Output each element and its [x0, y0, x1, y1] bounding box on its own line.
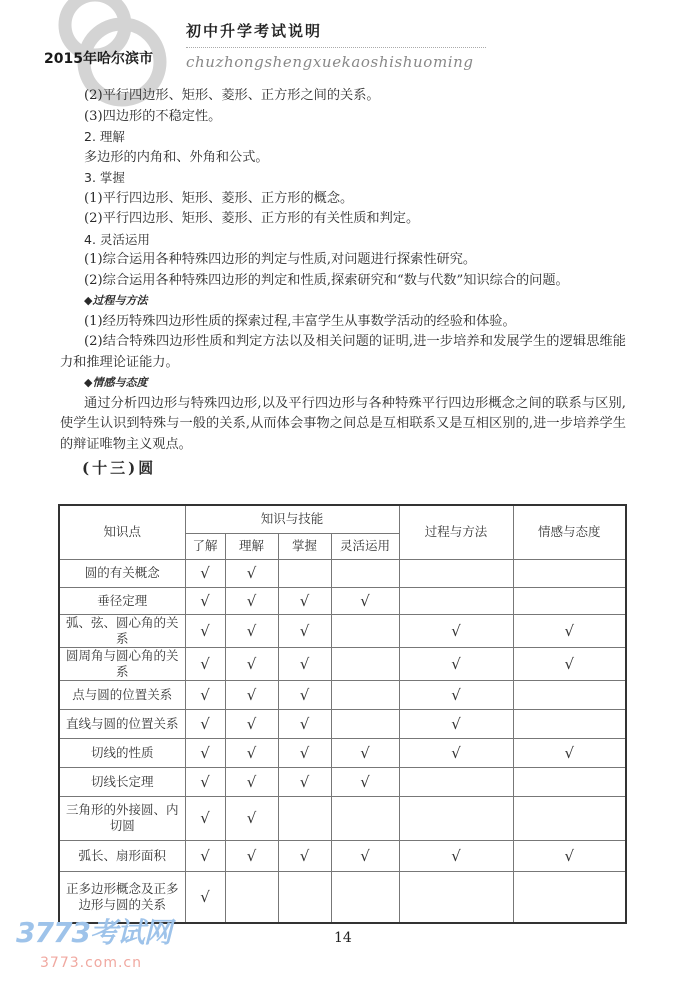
- table-row: [59, 796, 626, 840]
- empty-cell: [331, 559, 399, 587]
- check-mark-cell: √: [399, 680, 513, 709]
- empty-cell: [225, 871, 278, 923]
- check-mark-cell: √: [331, 587, 399, 614]
- knowledge-point-cell: 弧、弦、圆心角的关系: [59, 614, 185, 647]
- check-mark-cell: √: [185, 614, 225, 647]
- table-row: [59, 680, 626, 709]
- table-row: [59, 559, 626, 587]
- check-mark-cell: √: [278, 709, 331, 738]
- check-mark-cell: √: [331, 840, 399, 871]
- check-mark-cell: √: [185, 709, 225, 738]
- check-mark-cell: √: [278, 767, 331, 796]
- empty-cell: [399, 796, 513, 840]
- knowledge-point-cell: 切线的性质: [59, 738, 185, 767]
- knowledge-point-cell: 切线长定理: [59, 767, 185, 796]
- header-knowledge-skills: 知识与技能: [185, 505, 399, 533]
- empty-cell: [278, 796, 331, 840]
- table-row: [59, 840, 626, 871]
- page-content: [60, 86, 626, 479]
- master-item: (2)平行四边形、矩形、菱形、正方形的有关性质和判定。: [84, 211, 420, 226]
- table-row: [59, 709, 626, 738]
- empty-cell: [513, 587, 626, 614]
- empty-cell: [331, 871, 399, 923]
- attitude-text: 通过分析四边形与特殊四边形,以及平行四边形与各种特殊平行四边形概念之间的联系与区别,使学生认识到特殊与一般的关系,从而体会事物之间总是互相联系又是互相区别的,进一步培养学生的辩证唯物主义观点。: [60, 395, 626, 452]
- empty-cell: [513, 559, 626, 587]
- empty-cell: [399, 559, 513, 587]
- table-row: [59, 738, 626, 767]
- check-mark-cell: √: [278, 680, 331, 709]
- empty-cell: [399, 767, 513, 796]
- empty-cell: [331, 680, 399, 709]
- knowledge-point-cell: 圆周角与圆心角的关系: [59, 647, 185, 680]
- header-pinyin: chuzhongshengxuekaoshishuoming: [186, 53, 474, 71]
- table-row: [59, 767, 626, 796]
- subheader-comprehend: 理解: [225, 533, 278, 559]
- table-body: [59, 559, 626, 923]
- empty-cell: [331, 796, 399, 840]
- empty-cell: [513, 871, 626, 923]
- check-mark-cell: √: [278, 587, 331, 614]
- process-item: (1)经历特殊四边形性质的探索过程,丰富学生从事数学活动的经验和体验。: [84, 313, 516, 329]
- master-heading: 3. 掌握: [84, 170, 125, 185]
- watermark-url: 3773.com.cn: [40, 955, 142, 971]
- check-mark-cell: √: [225, 614, 278, 647]
- check-mark-cell: √: [225, 796, 278, 840]
- empty-cell: [399, 871, 513, 923]
- check-mark-cell: √: [513, 614, 626, 647]
- check-mark-cell: √: [331, 767, 399, 796]
- check-mark-cell: √: [225, 559, 278, 587]
- check-mark-cell: √: [278, 614, 331, 647]
- check-mark-cell: √: [399, 840, 513, 871]
- knowledge-point-cell: 直线与圆的位置关系: [59, 709, 185, 738]
- check-mark-cell: √: [185, 680, 225, 709]
- process-item: (2)结合特殊四边形性质和判定方法以及相关问题的证明,进一步培养和发展学生的逻辑思维能力和推理论证能力。: [60, 334, 626, 370]
- check-mark-cell: √: [278, 738, 331, 767]
- check-mark-cell: √: [185, 840, 225, 871]
- empty-cell: [513, 796, 626, 840]
- check-mark-cell: √: [513, 738, 626, 767]
- empty-cell: [513, 767, 626, 796]
- empty-cell: [331, 614, 399, 647]
- check-mark-cell: √: [185, 871, 225, 923]
- table-row: [59, 614, 626, 647]
- empty-cell: [513, 680, 626, 709]
- check-mark-cell: √: [185, 796, 225, 840]
- header-title: 初中升学考试说明: [186, 22, 323, 40]
- check-mark-cell: √: [185, 587, 225, 614]
- section-title: (十三)圆: [82, 459, 157, 477]
- check-mark-cell: √: [278, 840, 331, 871]
- master-item: (1)平行四边形、矩形、菱形、正方形的概念。: [84, 190, 354, 206]
- header-process-method: 过程与方法: [399, 505, 513, 559]
- apply-item: (2)综合运用各种特殊四边形的判定和性质,探索研究和“数与代数”知识综合的问题。: [84, 272, 569, 288]
- understand-text: 多边形的内角和、外角和公式。: [84, 149, 269, 165]
- empty-cell: [399, 587, 513, 614]
- check-mark-cell: √: [225, 709, 278, 738]
- circle-knowledge-table: [58, 504, 627, 924]
- process-heading: ◆过程与方法: [84, 294, 148, 307]
- check-mark-cell: √: [513, 647, 626, 680]
- header-divider: [186, 47, 486, 48]
- check-mark-cell: √: [399, 647, 513, 680]
- understand-heading: 2. 理解: [84, 129, 125, 144]
- check-mark-cell: √: [225, 587, 278, 614]
- header-city: 2015年哈尔滨市: [44, 51, 153, 67]
- check-mark-cell: √: [225, 738, 278, 767]
- knowledge-point-cell: 弧长、扇形面积: [59, 840, 185, 871]
- empty-cell: [278, 559, 331, 587]
- knowledge-point-cell: 三角形的外接圆、内切圆: [59, 796, 185, 840]
- body-line: (3)四边形的不稳定性。: [84, 108, 222, 124]
- subheader-apply: 灵活运用: [331, 533, 399, 559]
- subheader-master: 掌握: [278, 533, 331, 559]
- check-mark-cell: √: [225, 647, 278, 680]
- empty-cell: [278, 871, 331, 923]
- check-mark-cell: √: [513, 840, 626, 871]
- apply-heading: 4. 灵活运用: [84, 231, 150, 247]
- table-row: [59, 587, 626, 614]
- table-row: [59, 647, 626, 680]
- check-mark-cell: √: [185, 559, 225, 587]
- knowledge-point-cell: 圆的有关概念: [59, 559, 185, 587]
- check-mark-cell: √: [399, 614, 513, 647]
- page-number: 14: [334, 930, 352, 946]
- check-mark-cell: √: [185, 647, 225, 680]
- check-mark-cell: √: [399, 709, 513, 738]
- check-mark-cell: √: [185, 738, 225, 767]
- header-knowledge-point: 知识点: [59, 505, 185, 559]
- check-mark-cell: √: [225, 840, 278, 871]
- body-line: (2)平行四边形、矩形、菱形、正方形之间的关系。: [84, 88, 380, 103]
- check-mark-cell: √: [331, 738, 399, 767]
- check-mark-cell: √: [225, 767, 278, 796]
- check-mark-cell: √: [185, 767, 225, 796]
- empty-cell: [513, 709, 626, 738]
- knowledge-point-cell: 垂径定理: [59, 587, 185, 614]
- check-mark-cell: √: [278, 647, 331, 680]
- watermark-logo: 3773考试网: [16, 916, 171, 949]
- knowledge-point-cell: 正多边形概念及正多边形与圆的关系: [59, 871, 185, 923]
- empty-cell: [331, 647, 399, 680]
- knowledge-point-cell: 点与圆的位置关系: [59, 680, 185, 709]
- empty-cell: [331, 709, 399, 738]
- attitude-heading: ◆情感与态度: [84, 376, 148, 389]
- subheader-understand-basic: 了解: [185, 533, 225, 559]
- check-mark-cell: √: [225, 680, 278, 709]
- check-mark-cell: √: [399, 738, 513, 767]
- header-emotion-attitude: 情感与态度: [513, 505, 626, 559]
- apply-item: (1)综合运用各种特殊四边形的判定与性质,对问题进行探索性研究。: [84, 252, 477, 267]
